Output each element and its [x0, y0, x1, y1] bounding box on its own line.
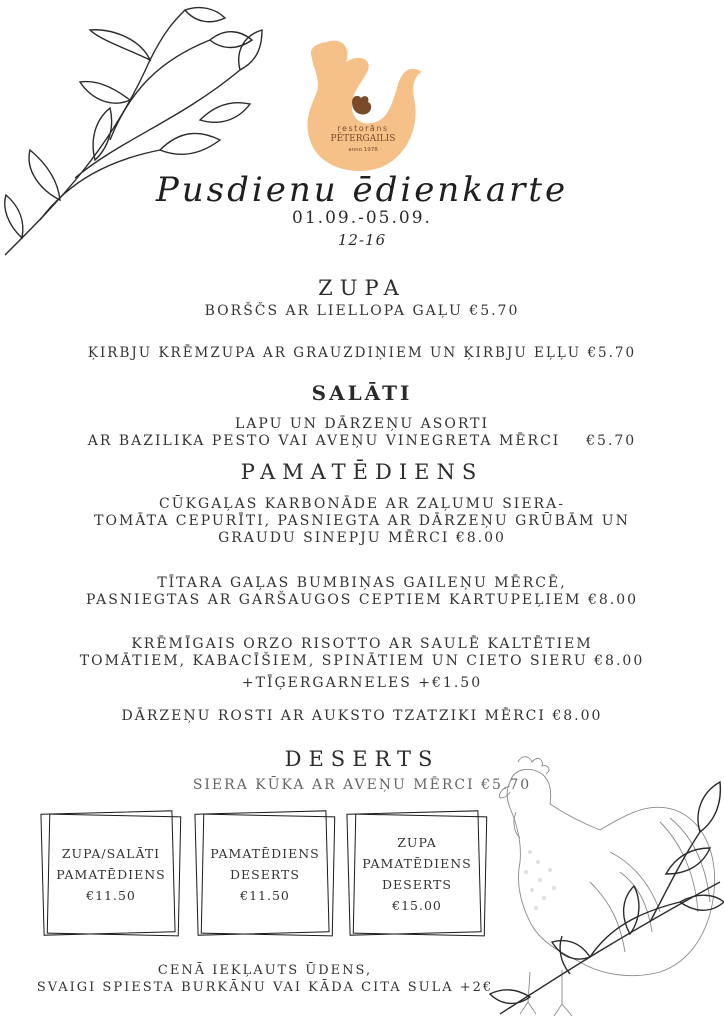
- combo-box-1: [46, 815, 176, 933]
- menu-item: TĪTARA GAĻAS BUMBIŅAS GAILEŅU MĒRCĒ,: [157, 575, 567, 591]
- menu-item: +TĪĢERGARNELES +€1.50: [241, 675, 483, 691]
- section-heading-pamatediens: PAMATĒDIENS: [240, 460, 484, 484]
- combo-line: ZUPA/SALĀTI: [61, 845, 161, 861]
- combo-line: DESERTS: [230, 866, 300, 882]
- combo-line: PAMATĒDIENS: [210, 845, 320, 861]
- leaf-branch-top-left-illustration: [0, 0, 270, 270]
- menu-item: DĀRZEŅU ROSTI AR AUKSTO TZATZIKI MĒRCI €8.00: [121, 708, 603, 724]
- combo-price: €11.50: [240, 887, 290, 903]
- menu-item: TOMĀTA CEPURĪTI, PASNIEGTA AR DĀRZEŅU GRŪBĀM UN: [94, 513, 630, 529]
- rooster-logo-icon: [296, 36, 430, 176]
- combo-line: PAMATĒDIENS: [362, 856, 472, 871]
- menu-item: AR BAZILIKA PESTO VAI AVEŅU VINEGRETA MĒRCI €5.70: [87, 433, 637, 449]
- logo-brand: PĒTERGAILIS: [330, 134, 396, 144]
- menu-item: SIERA KŪKA AR AVEŅU MĒRCI €5.70: [192, 777, 532, 793]
- menu-item: LAPU UN DĀRZEŅU ASORTI: [235, 416, 489, 432]
- menu-hours: 12-16: [337, 231, 387, 249]
- combo-line: DESERTS: [382, 877, 452, 892]
- menu-item: GRAUDU SINEPJU MĒRCI €8.00: [218, 530, 506, 546]
- menu-item: KRĒMĪGAIS ORZO RISOTTO AR SAULĒ KALTĒTIEM: [131, 636, 593, 652]
- logo-top-text: restorāns: [337, 124, 389, 133]
- menu-item: ĶIRBJU KRĒMZUPA AR GRAUZDIŅIEM UN ĶIRBJU EĻĻU €5.70: [87, 345, 637, 361]
- menu-item: PASNIEGTAS AR GARŠAUGOS CEPTIEM KARTUPEĻIEM €8.00: [85, 592, 639, 608]
- footer-note: CENĀ IEKĻAUTS ŪDENS,: [157, 963, 373, 978]
- section-heading-zupa: ZUPA: [318, 276, 406, 300]
- menu-dates: 01.09.-05.09.: [292, 208, 432, 228]
- combo-line: PAMATĒDIENS: [56, 866, 166, 882]
- combo-line: ZUPA: [397, 835, 437, 850]
- menu-item: BORŠČS AR LIELLOPA GAĻU €5.70: [204, 303, 520, 319]
- section-heading-salati: SALĀTI: [311, 381, 413, 405]
- logo-since: anno 1978: [348, 147, 378, 153]
- combo-box-2: [200, 815, 330, 933]
- combo-price: €15.00: [392, 898, 442, 913]
- logo: [296, 36, 430, 176]
- combo-price: €11.50: [86, 887, 136, 903]
- footer-note: SVAIGI SPIESTA BURKĀNU VAI KĀDA CITA SULA +2€: [36, 980, 494, 995]
- menu-item: CŪKGAĻAS KARBONĀDE AR ZAĻUMU SIERA-: [159, 496, 565, 512]
- menu-item: TOMĀTIEM, KABACĪŠIEM, SPINĀTIEM UN CIETO SIERU €8.00: [79, 653, 645, 669]
- menu-title: Pusdienu ēdienkarte: [155, 170, 569, 210]
- section-heading-deserts: DESERTS: [284, 747, 440, 771]
- combo-box-3: [352, 815, 482, 933]
